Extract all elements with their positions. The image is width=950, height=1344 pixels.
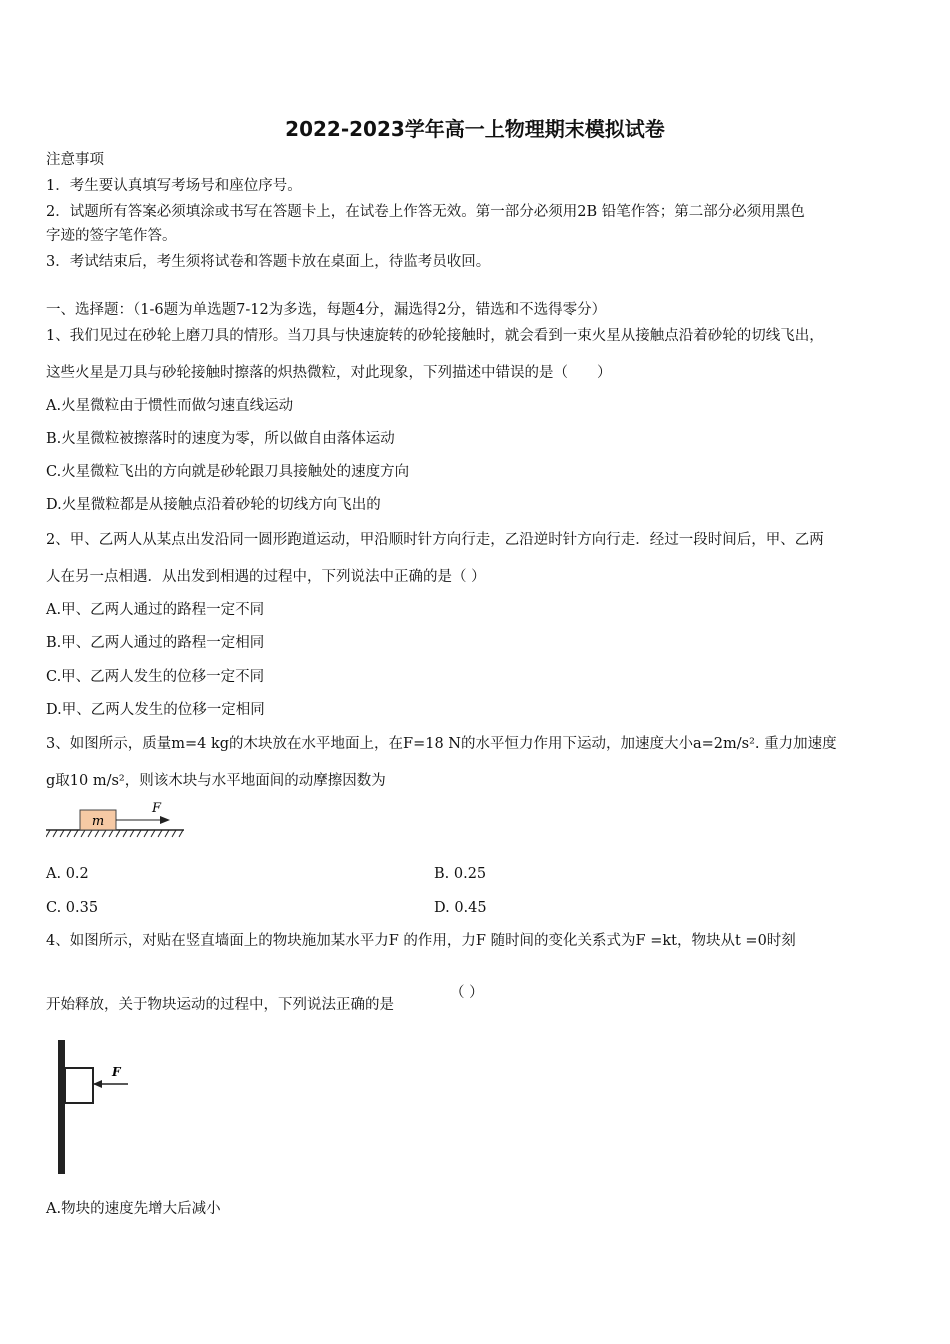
q3-option-a: A. 0.2 [46,866,89,882]
q4-figure [50,1038,140,1178]
force-label: F [112,1065,121,1079]
q3-stem: 3、如图所示，质量m=4 kg的木块放在水平地面上，在F=18 N的水平恒力作用下运动，加速度大小a=2m/s². 重力加速度 [46,736,837,752]
notice-item: 1．考生要认真填写考场号和座位序号。 [46,178,302,194]
q2-option-c: C.甲、乙两人发生的位移一定不同 [46,669,265,685]
notice-item: 3．考试结束后，考生须将试卷和答题卡放在桌面上，待监考员收回。 [46,254,491,270]
wall [58,1040,65,1174]
q2-option-b: B.甲、乙两人通过的路程一定相同 [46,635,265,651]
q3-figure [46,800,191,842]
q1-stem: 这些火星是刀具与砂轮接触时擦落的炽热微粒，对此现象，下列描述中错误的是（ ） [46,365,612,381]
q3-option-c: C. 0.35 [46,900,99,916]
q3-option-d: D. 0.45 [434,900,487,916]
q4-option-a: A.物块的速度先增大后减小 [46,1201,221,1217]
q1-option-d: D.火星微粒都是从接触点沿着砂轮的切线方向飞出的 [46,497,381,513]
notice-item: 2．试题所有答案必须填涂或书写在答题卡上，在试卷上作答无效。第一部分必须用2B 铅笔作答；第二部分必须用黑色 [46,204,805,220]
notice-item: 字迹的签字笔作答。 [46,228,177,244]
q1-stem: 1、我们见过在砂轮上磨刀具的情形。当刀具与快速旋转的砂轮接触时，就会看到一束火星从接触点沿着砂轮的切线飞出， [46,328,824,344]
q1-option-b: B.火星微粒被擦落时的速度为零，所以做自由落体运动 [46,431,395,447]
q1-option-c: C.火星微粒飞出的方向就是砂轮跟刀具接触处的速度方向 [46,464,410,480]
block-label: m [91,814,105,829]
force-label: F [152,801,162,816]
notice-heading: 注意事项 [46,152,104,168]
block [65,1068,93,1103]
q2-option-d: D.甲、乙两人发生的位移一定相同 [46,702,265,718]
q2-option-a: A.甲、乙两人通过的路程一定不同 [46,602,265,618]
page-title: 2022-2023学年高一上物理期末模拟试卷 [285,117,665,141]
q1-option-a: A.火星微粒由于惯性而做匀速直线运动 [46,398,294,414]
q4-answer-paren: （ ） [450,985,484,1001]
q2-stem: 2、甲、乙两人从某点出发沿同一圆形跑道运动，甲沿顺时针方向行走，乙沿逆时针方向行走．经过一段时间后，甲、乙两 [46,532,824,548]
q2-stem: 人在另一点相遇．从出发到相遇的过程中，下列说法中正确的是（ ） [46,569,486,585]
q4-stem: 开始释放，关于物块运动的过程中，下列说法正确的是 [46,997,394,1013]
q3-option-b: B. 0.25 [434,866,487,882]
q3-stem: g取10 m/s²，则该木块与水平地面间的动摩擦因数为 [46,773,386,789]
section-heading: 一、选择题：（1-6题为单选题7-12为多选，每题4分，漏选得2分，错选和不选得零分） [46,302,607,318]
force-arrow [160,816,170,824]
q4-stem: 4、如图所示，对贴在竖直墙面上的物块施加某水平力F 的作用，力F 随时间的变化关系式为F =kt，物块从t =0时刻 [46,933,796,949]
force-arrow [93,1080,102,1088]
